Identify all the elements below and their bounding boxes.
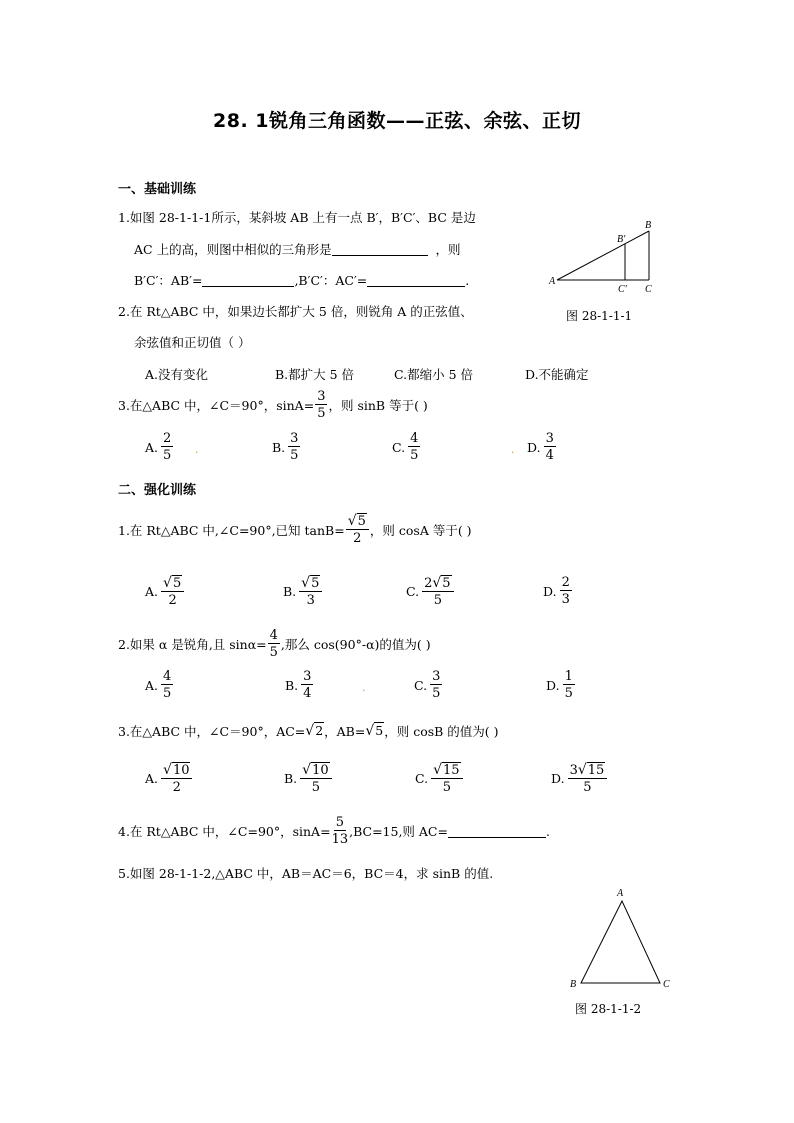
s1-q3-option-a[interactable]: A. $\frac{2}{5}$ (145, 431, 172, 463)
s2-q5-stem: 5.如图 28-1-1-2,△ABC 中，AB＝AC＝6，BC＝4，求 sinB 的值. (118, 866, 494, 881)
figure-28-1-1-2 (565, 883, 680, 993)
s2-q3-option-b[interactable]: B. $\frac{√10}{5}$ (284, 763, 333, 794)
s2-q1-option-b[interactable]: B. $\frac{√5}{3}$ (283, 576, 323, 607)
fig2-label-c: C (663, 979, 670, 990)
answer-blank[interactable] (448, 825, 546, 838)
s2-q3-option-d[interactable]: D. $\frac{3√15}{5}$ (551, 763, 608, 794)
s1-q2-line2: 余弦值和正切值（ ） (134, 335, 251, 350)
fig1-label-cprime: C′ (618, 284, 627, 295)
s2-q2-stem: 2.如果 α 是锐角,且 sinα= $\frac{4}{5}$ ,那么 cos(90°-α)的值为( ) (118, 628, 431, 660)
fig1-label-a: A (549, 276, 556, 287)
s1-q2-option-d[interactable]: D.不能确定 (525, 367, 589, 382)
s1-q3-option-c[interactable]: C. $\frac{4}{5}$ (392, 431, 419, 463)
s2-q2-option-a[interactable]: A. $\frac{4}{5}$ (145, 669, 172, 701)
fig2-label-a: A (617, 888, 624, 899)
answer-blank[interactable] (367, 274, 465, 287)
fig1-label-b: B (645, 220, 652, 231)
s2-q1-option-a[interactable]: A. $\frac{√5}{2}$ (145, 576, 185, 607)
s2-q1-option-d[interactable]: D. $\frac{2}{3}$ (543, 575, 570, 607)
s1-q3-option-b[interactable]: B. $\frac{3}{5}$ (272, 431, 299, 463)
mark-dot: . (511, 443, 515, 456)
fig2-label-b: B (570, 979, 577, 990)
fig1-label-bprime: B′ (617, 234, 626, 245)
s2-q3-option-a[interactable]: A. $\frac{√10}{2}$ (145, 763, 193, 794)
page-title: 28. 1锐角三角函数——正弦、余弦、正切 (213, 110, 581, 132)
figure-28-1-1-1 (545, 218, 660, 298)
s2-q4-stem: 4.在 Rt△ABC 中，∠C=90°，sinA= $\frac{5}{13}$ ,BC=15,则 AC= . (118, 815, 550, 847)
fig1-label-c: C (645, 284, 652, 295)
s2-q1-stem: 1.在 Rt△ABC 中,∠C=90°,已知 tanB= $\frac{√5}{2}$ ，则 cosA 等于( ) (118, 513, 472, 546)
answer-blank[interactable] (202, 274, 294, 287)
figure-2-caption: 图 28-1-1-2 (575, 1002, 642, 1016)
s2-q2-option-d[interactable]: D. $\frac{1}{5}$ (546, 669, 573, 701)
section-2-heading: 二、强化训练 (118, 483, 197, 498)
s1-q3-option-d[interactable]: D. $\frac{3}{4}$ (527, 431, 554, 463)
mark-dot: . (362, 681, 366, 694)
s2-q2-option-c[interactable]: C. $\frac{3}{5}$ (414, 669, 441, 701)
s1-q3-stem: 3.在△ABC 中，∠C＝90°，sinA= $\frac{3}{5}$ ，则 sinB 等于( ) (118, 389, 428, 421)
fraction: $\frac{√5}{2}$ (346, 514, 369, 545)
s2-q1-option-c[interactable]: C. $\frac{2√5}{5}$ (406, 576, 455, 607)
mark-dot: . (195, 443, 199, 456)
s2-q2-option-b[interactable]: B. $\frac{3}{4}$ (285, 669, 312, 701)
fraction: $\frac{3}{5}$ (317, 389, 326, 421)
s1-q2-option-a[interactable]: A.没有变化 (145, 367, 209, 382)
s1-q2-option-c[interactable]: C.都缩小 5 倍 (394, 367, 473, 382)
answer-blank[interactable] (332, 243, 428, 256)
s1-q2-option-b[interactable]: B.都扩大 5 倍 (275, 367, 355, 382)
s2-q3-stem: 3.在△ABC 中，∠C＝90°，AC= √2 ，AB= √5 ，则 cosB 的值为( ) (118, 723, 499, 739)
s1-q2-line1: 2.在 Rt△ABC 中，如果边长都扩大 5 倍，则锐角 A 的正弦值、 (118, 304, 473, 319)
s1-q1-line2: AC 上的高，则图中相似的三角形是 ，则 (134, 242, 461, 257)
figure-1-caption: 图 28-1-1-1 (566, 309, 633, 323)
fraction: $\frac{5}{13}$ (331, 815, 349, 847)
section-1-heading: 一、基础训练 (118, 182, 197, 197)
fraction: $\frac{4}{5}$ (269, 628, 278, 660)
s2-q3-option-c[interactable]: C. $\frac{√15}{5}$ (415, 763, 464, 794)
s1-q1-line3: B′C′：AB′= ,B′C′：AC′= . (134, 273, 470, 288)
s1-q1-line1: 1.如图 28-1-1-1所示，某斜坡 AB 上有一点 B′，B′C′、BC 是边 (118, 210, 476, 225)
